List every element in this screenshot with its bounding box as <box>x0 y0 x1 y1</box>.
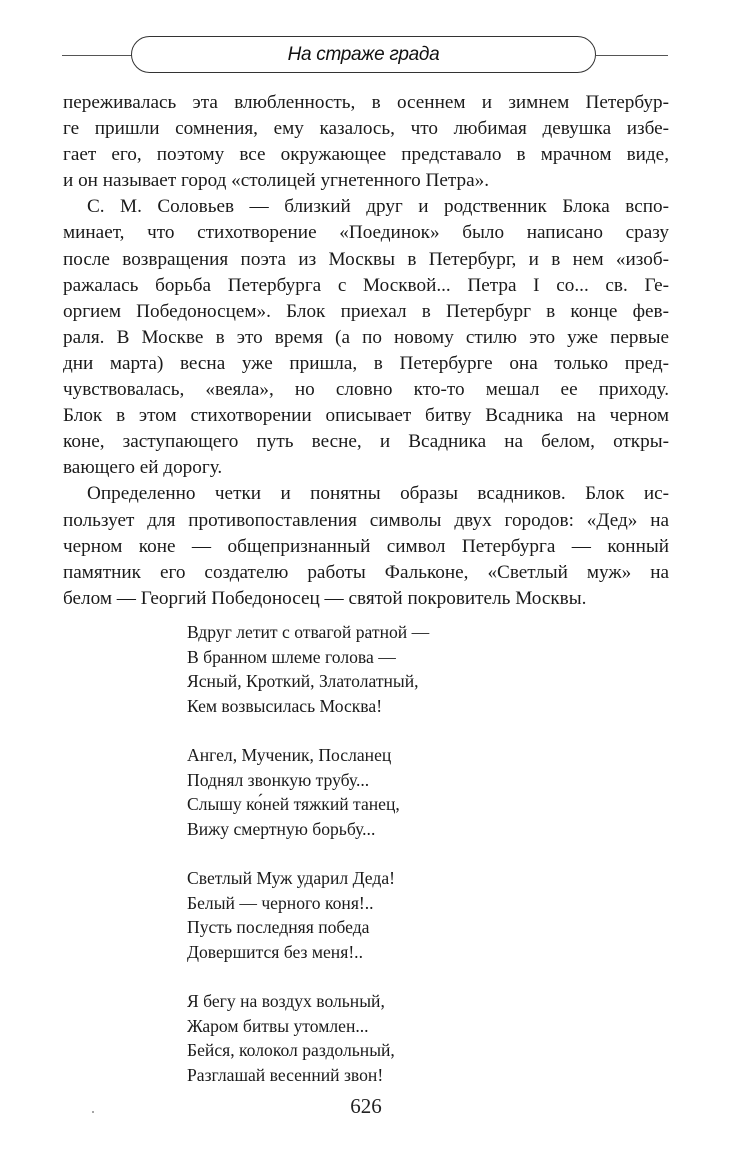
poem-verse: Разглашай весенний звон! <box>187 1064 384 1085</box>
poem-verse: Я бегу на воздух вольный, <box>187 990 385 1011</box>
header-rule-left <box>62 55 132 56</box>
poem-stanza-4 <box>187 989 429 1087</box>
text-line: черном коне — общепризнанный символ Петербурга — конный <box>63 535 669 557</box>
poem-verse: Бейся, колокол раздольный, <box>187 1040 395 1061</box>
text-line: после возвращения поэта из Москвы в Петербург, и в нем «изоб- <box>63 248 669 270</box>
text-line: чувствовалась, «веяла», но словно кто-то мешал ее приходу. <box>63 379 669 401</box>
running-title: На страже града <box>287 43 440 65</box>
paragraph-1 <box>63 90 669 194</box>
poem-verse: Вижу смертную борьбу... <box>187 818 376 839</box>
running-header <box>62 36 668 76</box>
poem-verse: Поднял звонкую трубу... <box>187 769 370 790</box>
text-line: коне, заступающего путь весне, и Всадника на белом, откры- <box>63 431 669 453</box>
text-line: вающего ей дорогу. <box>63 457 223 479</box>
poem <box>187 620 429 1112</box>
poem-stanza-3 <box>187 866 429 964</box>
text-line: Блок в этом стихотворении описывает битву Всадника на черном <box>63 405 669 427</box>
poem-stanza-2 <box>187 743 429 841</box>
text-line: С. М. Соловьев — близкий друг и родственник Блока вспо- <box>87 196 669 218</box>
text-line: пользует для противопоставления символы двух городов: «Дед» на <box>63 509 669 531</box>
poem-verse: Довершится без меня!.. <box>187 941 363 962</box>
text-line: оргием Победоносцем». Блок приехал в Петербург в конце фев- <box>63 300 669 322</box>
poem-verse: Жаром битвы утомлен... <box>187 1015 369 1036</box>
poem-verse: Вдруг летит с отвагой ратной — <box>187 622 430 642</box>
text-line: минает, что стихотворение «Поединок» было написано сразу <box>63 222 669 244</box>
paragraph-2 <box>63 194 669 481</box>
text-line: дни марта) весна уже пришла, в Петербурге она только пред- <box>63 352 669 374</box>
header-rule-right <box>596 55 668 56</box>
poem-verse: Слышу ко́ней тяжкий танец, <box>187 794 400 815</box>
poem-stanza-1 <box>187 620 429 718</box>
poem-verse: Ангел, Мученик, Посланец <box>187 744 392 765</box>
poem-verse: Кем возвысилась Москва! <box>187 695 383 716</box>
text-line: Определенно четки и понятны образы всадников. Блок ис- <box>87 483 669 505</box>
page-number: 626 <box>350 1094 382 1118</box>
poem-verse: Светлый Муж ударил Деда! <box>187 867 395 888</box>
body-text <box>63 90 669 612</box>
text-line: памятник его создателю работы Фальконе, «Светлый муж» на <box>63 561 669 583</box>
text-line: переживалась эта влюбленность, в осеннем и зимнем Петербур- <box>63 92 669 113</box>
poem-verse: Белый — черного коня!.. <box>187 892 374 913</box>
text-line: ге пришли сомнения, ему казалось, что любимая девушка избе- <box>63 118 669 140</box>
poem-verse: Пусть последняя победа <box>187 917 370 938</box>
text-line: гает его, поэтому все окружающее представало в мрачном виде, <box>63 144 669 166</box>
text-line: и он называет город «столицей угнетенного Петра». <box>63 170 490 192</box>
header-title-frame <box>131 36 596 73</box>
poem-verse: Ясный, Кроткий, Златолатный, <box>187 671 419 692</box>
paragraph-3 <box>63 481 669 611</box>
text-line: ражалась борьба Петербурга с Москвой... Петра I со... св. Ге- <box>63 274 669 296</box>
poem-verse: В бранном шлеме голова — <box>187 646 396 667</box>
text-line: раля. В Москве в это время (а по новому стилю это уже первые <box>63 326 669 348</box>
text-line: белом — Георгий Победоносец — святой покровитель Москвы. <box>63 587 587 609</box>
